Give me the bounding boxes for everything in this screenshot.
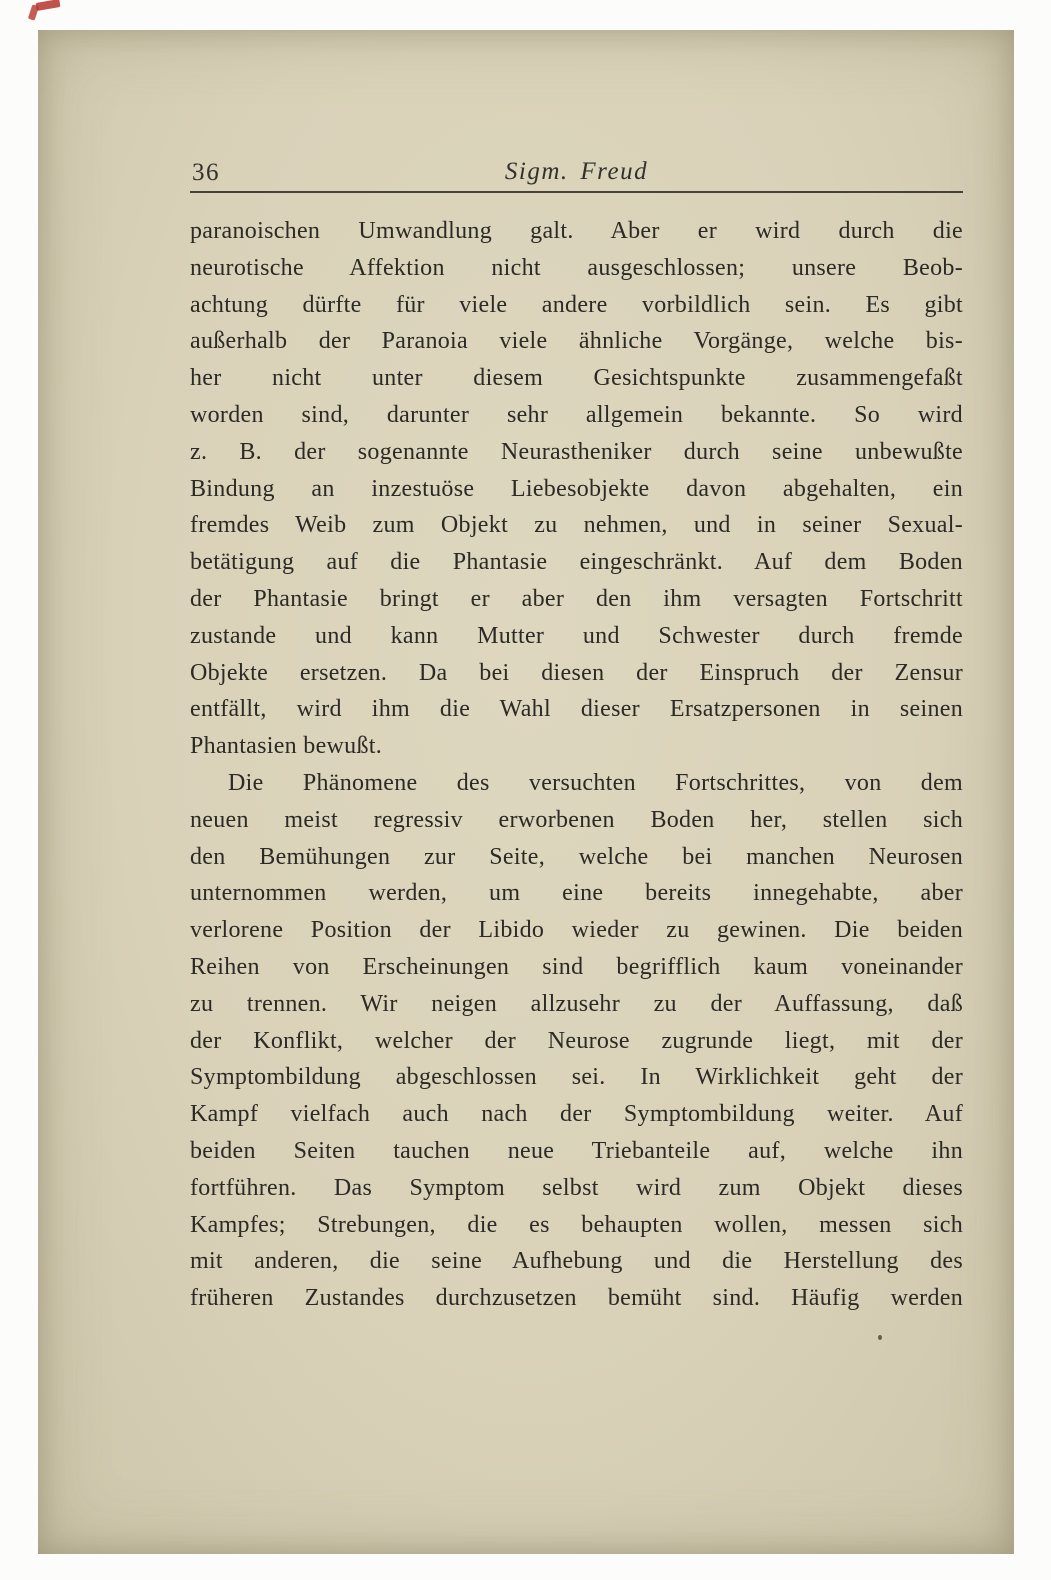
text-line: paranoischen Umwandlung galt. Aber er wird durch die bbox=[190, 218, 963, 244]
text-line: Kampf vielfach auch nach der Symptombildung weiter. Auf bbox=[190, 1101, 963, 1128]
text-line: her nicht unter diesem Gesichtspunkte zusammengefaßt bbox=[190, 365, 963, 392]
text-line: der Phantasie bringt er aber den ihm versagten Fortschritt bbox=[190, 585, 963, 612]
page-header bbox=[190, 158, 963, 188]
text-line: Objekte ersetzen. Da bei diesen der Einspruch der Zensur bbox=[190, 659, 963, 686]
text-line: zustande und kann Mutter und Schwester durch fremde bbox=[190, 622, 963, 649]
text-line: z. B. der sogenannte Neurastheniker durch seine unbewußte bbox=[190, 438, 963, 465]
text-line: außerhalb der Paranoia viele ähnliche Vorgänge, welche bis- bbox=[190, 328, 963, 355]
text-line: Reihen von Erscheinungen sind begrifflich kaum voneinander bbox=[190, 953, 963, 980]
header-rule bbox=[190, 191, 963, 193]
page-text bbox=[190, 213, 963, 1317]
page-number: 36 bbox=[192, 159, 220, 186]
text-line: verlorene Position der Libido wieder zu gewinen. Die beiden bbox=[190, 917, 963, 944]
text-line: der Konflikt, welcher der Neurose zugrunde liegt, mit der bbox=[190, 1027, 963, 1054]
running-head: Sigm. Freud bbox=[504, 158, 649, 185]
text-line: Symptombildung abgeschlossen sei. In Wirklichkeit geht der bbox=[190, 1064, 963, 1091]
text-line: Bindung an inzestuöse Liebesobjekte davon abgehalten, ein bbox=[190, 475, 963, 502]
text-line: Phantasien bewußt. bbox=[190, 733, 383, 760]
text-line: neurotische Affektion nicht ausgeschlossen; unsere Beob- bbox=[190, 254, 963, 281]
text-line: früheren Zustandes durchzusetzen bemüht sind. Häufig werden bbox=[190, 1285, 963, 1312]
text-line: fortführen. Das Symptom selbst wird zum Objekt dieses bbox=[190, 1174, 963, 1201]
text-line: worden sind, darunter sehr allgemein bekannte. So wird bbox=[190, 401, 963, 428]
text-line: Die Phänomene des versuchten Fortschrittes, von dem bbox=[228, 769, 963, 796]
text-line: unternommen werden, um eine bereits innegehabte, aber bbox=[190, 880, 963, 907]
text-line: fremdes Weib zum Objekt zu nehmen, und in seiner Sexual- bbox=[190, 512, 963, 539]
text-line: mit anderen, die seine Aufhebung und die Herstellung des bbox=[190, 1248, 963, 1275]
text-line: Kampfes; Strebungen, die es behaupten wollen, messen sich bbox=[190, 1211, 963, 1238]
page-content bbox=[190, 30, 963, 1317]
text-line: zu trennen. Wir neigen allzusehr zu der Auffassung, daß bbox=[190, 990, 963, 1017]
book-page bbox=[38, 30, 1014, 1554]
text-line: den Bemühungen zur Seite, welche bei manchen Neurosen bbox=[190, 843, 963, 870]
text-line: neuen meist regressiv erworbenen Boden her, stellen sich bbox=[190, 806, 963, 833]
text-line: betätigung auf die Phantasie eingeschränkt. Auf dem Boden bbox=[190, 549, 963, 576]
text-line: beiden Seiten tauchen neue Triebanteile auf, welche ihn bbox=[190, 1137, 963, 1164]
text-line: achtung dürfte für viele andere vorbildlich sein. Es gibt bbox=[190, 291, 963, 318]
text-line: entfällt, wird ihm die Wahl dieser Ersatzpersonen in seinen bbox=[190, 696, 963, 723]
ink-speck bbox=[878, 1335, 882, 1340]
